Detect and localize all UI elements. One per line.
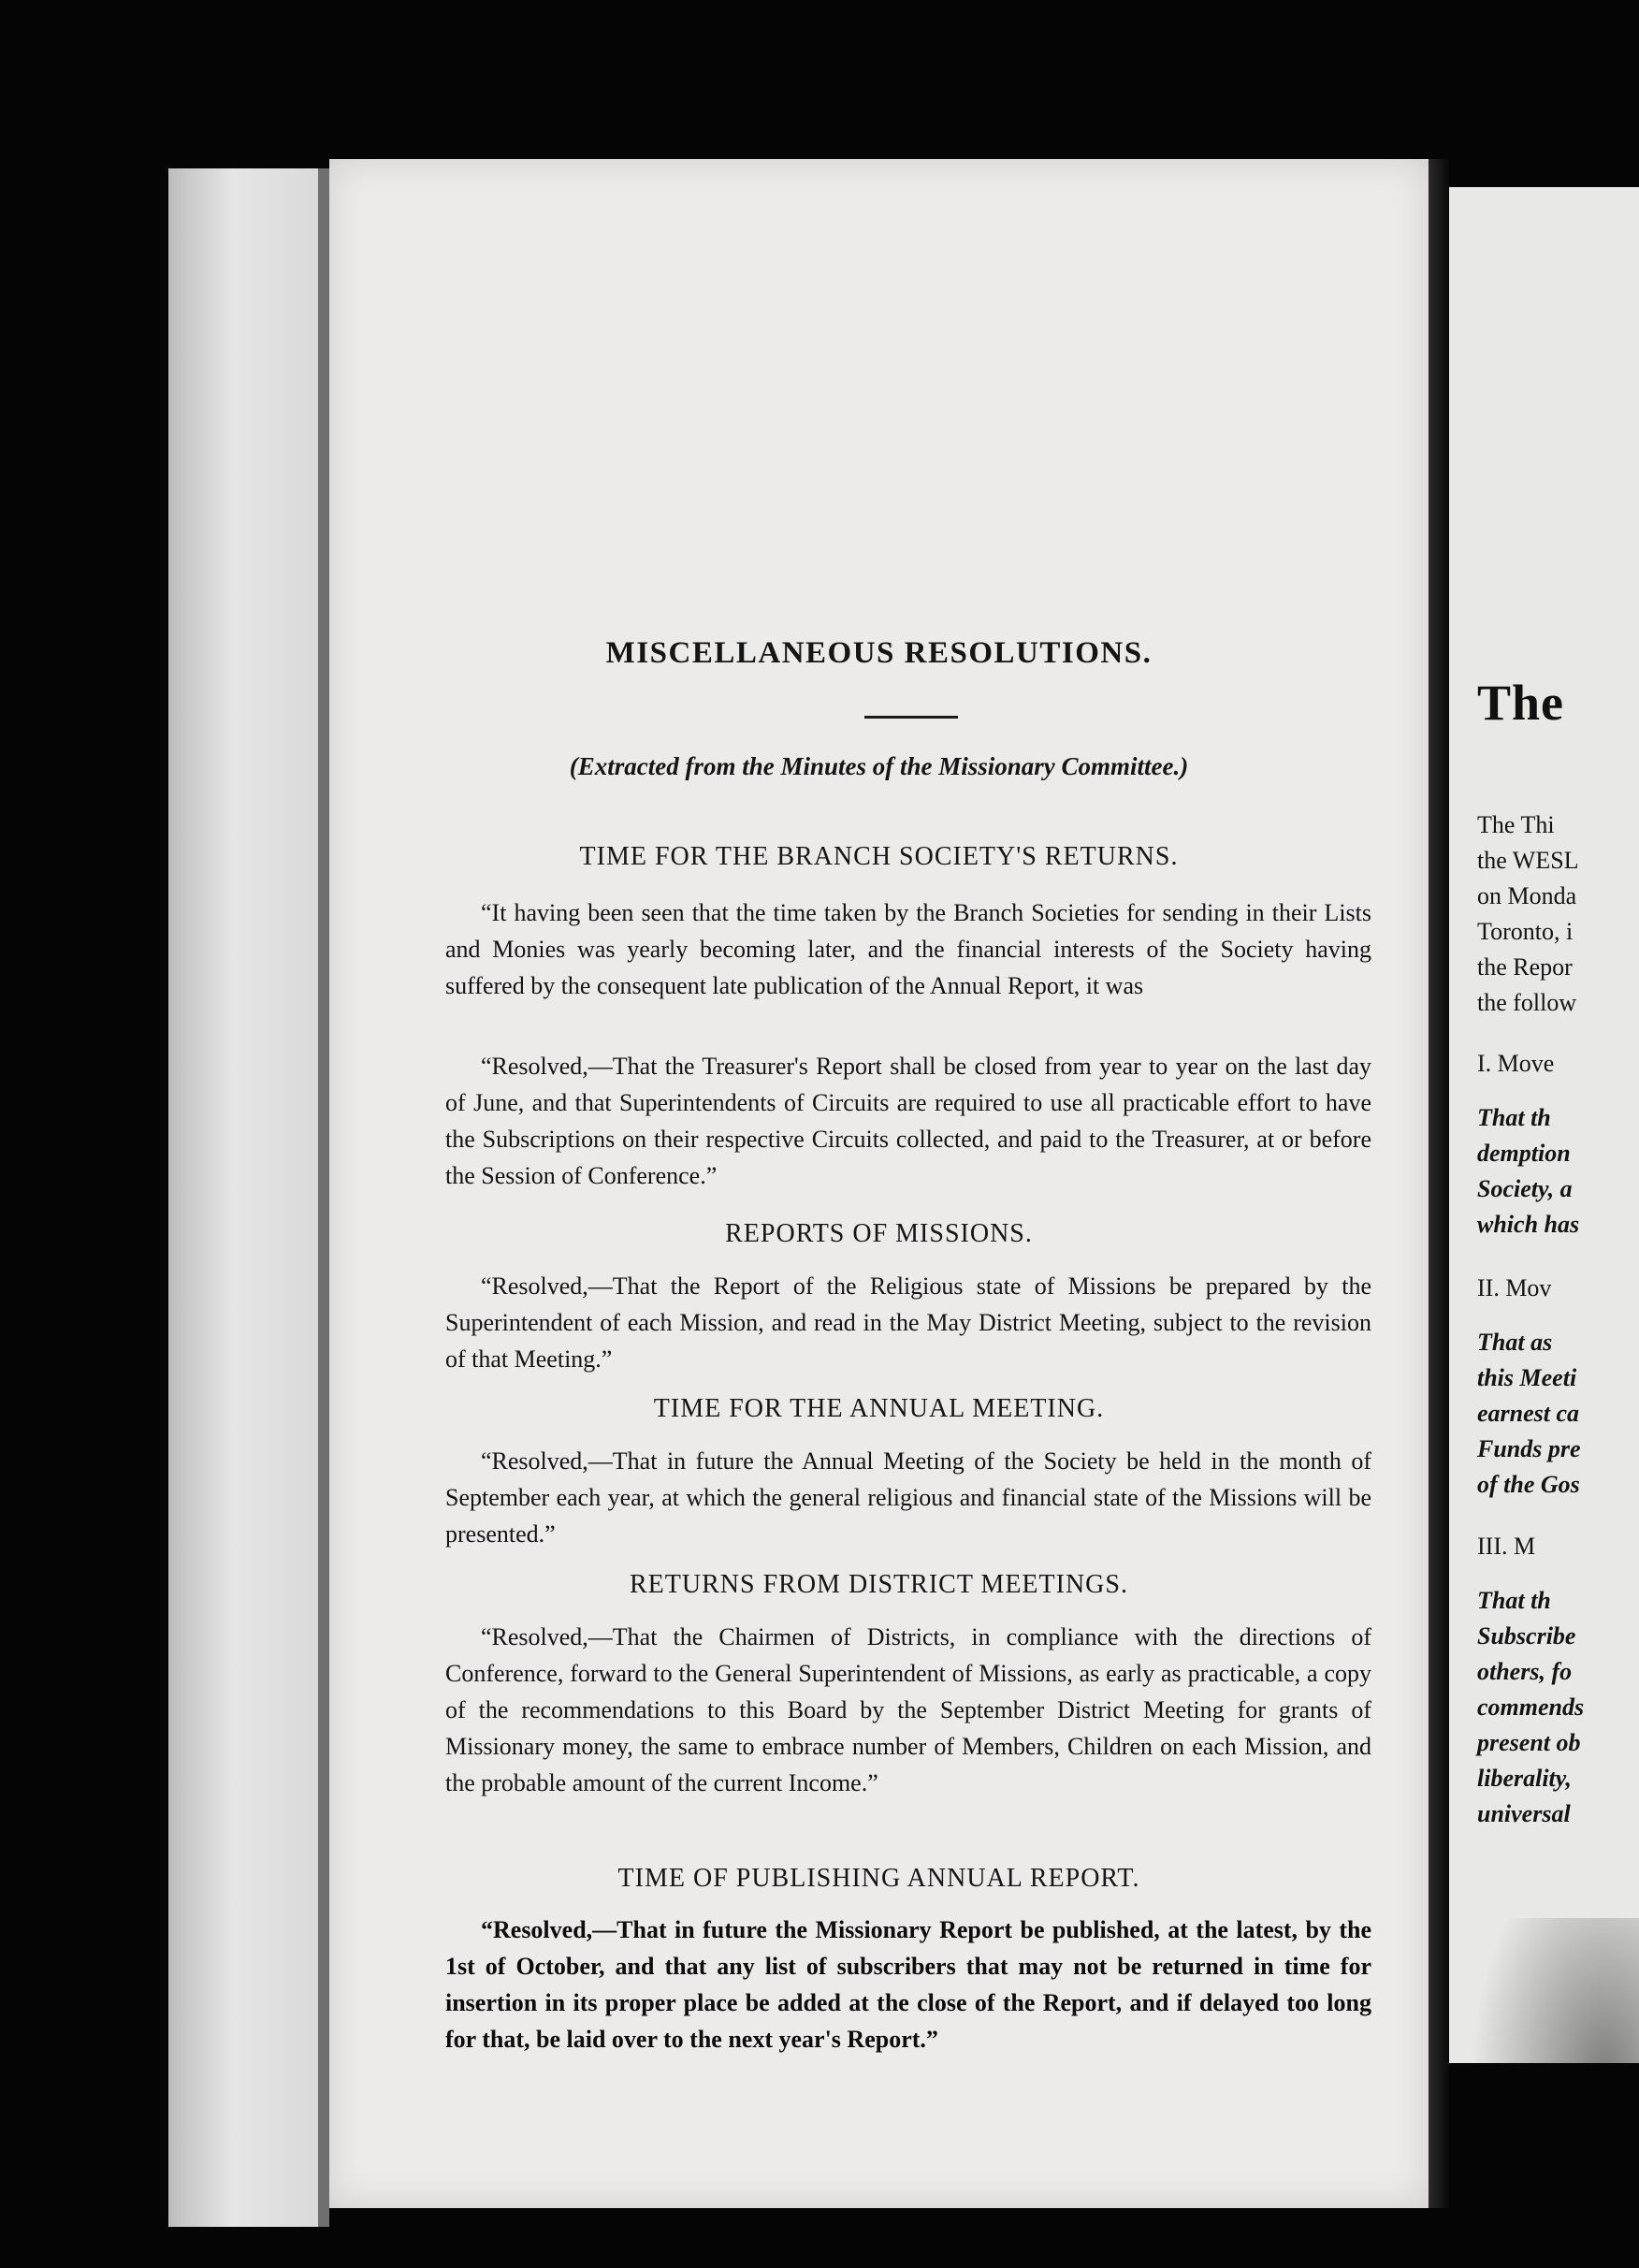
paragraph-publishing-report (445, 1912, 1371, 2057)
book-gutter (1429, 159, 1449, 2208)
paragraph-branch-returns-preamble (445, 894, 1371, 1004)
page-title: MISCELLANEOUS RESOLUTIONS. (605, 636, 1153, 670)
facing-line: the WESL (1477, 847, 1579, 874)
paragraph-text: “Resolved,—That the Report of the Religious state of Missions be prepared by the Superintendent of each Mission, and read in the May District Meeting, subject to the revision of that Meeting.” (445, 1272, 1371, 1373)
paragraph-text: “Resolved,—That in future the Missionary Report be published, at the latest, by the 1st of October, and that any list of subscribers that may not be returned in time for insertion in its proper place be added at the close of the Report, and if delayed too long for that, be laid over to the next year's Report.” (445, 1916, 1371, 2053)
facing-line: this Meeti (1477, 1364, 1577, 1391)
facing-page-title-fragment: The (1477, 675, 1565, 731)
facing-line: earnest ca (1477, 1400, 1580, 1427)
page-subtitle: (Extracted from the Minutes of the Missionary Committee.) (569, 752, 1189, 780)
paragraph-text: “Resolved,—That in future the Annual Meeting of the Society be held in the month of September each year, at which the general religious and financial state of the Missions will be presented.” (445, 1447, 1371, 1548)
paragraph-annual-meeting (445, 1443, 1371, 1552)
facing-line: I. Move (1477, 1050, 1555, 1077)
facing-line: That th (1477, 1587, 1551, 1614)
facing-line: of the Gos (1477, 1471, 1580, 1498)
document-page (329, 159, 1429, 2208)
facing-line: That as (1477, 1329, 1553, 1356)
section-heading-branch-returns: TIME FOR THE BRANCH SOCIETY'S RETURNS. (579, 842, 1179, 871)
page-shadow (1471, 1918, 1639, 2063)
facing-line: Subscribe (1477, 1622, 1576, 1650)
facing-line: That th (1477, 1104, 1551, 1131)
facing-line: II. Mov (1477, 1274, 1552, 1301)
section-heading-reports-of-missions: REPORTS OF MISSIONS. (725, 1219, 1033, 1248)
facing-line: on Monda (1477, 882, 1577, 909)
facing-line: others, fo (1477, 1658, 1573, 1685)
facing-line: Funds pre (1477, 1435, 1581, 1462)
paragraph-text: “Resolved,—That the Treasurer's Report shall be closed from year to year on the last day of June, and that Superintendents of Circuits are required to use all practicable effort to have the Subscriptions on their respective Circuits collected, and paid to the Treasurer, at or before the Session of Conference.” (445, 1053, 1371, 1189)
page-stack-shadow (318, 168, 329, 2227)
book-page-edges (168, 168, 329, 2227)
facing-line: Society, a (1477, 1175, 1573, 1202)
facing-line: universal (1477, 1800, 1571, 1827)
paragraph-district-meetings (445, 1619, 1371, 1801)
facing-line: which has (1477, 1211, 1580, 1238)
paragraph-text: “It having been seen that the time taken by the Branch Societies for sending in their Lists and Monies was yearly becoming later, and the financial interests of the Society having suffered by the consequent late publication of the Annual Report, it was (445, 899, 1371, 999)
facing-line: Toronto, i (1477, 918, 1574, 945)
title-rule (864, 716, 958, 719)
facing-line: III. M (1477, 1533, 1536, 1560)
page-content (329, 159, 1429, 2208)
section-heading-annual-meeting: TIME FOR THE ANNUAL MEETING. (653, 1394, 1105, 1423)
facing-line: the Repor (1477, 953, 1573, 981)
facing-page-fragment (1449, 187, 1639, 2063)
facing-line: The Thi (1477, 811, 1555, 838)
section-heading-district-meetings: RETURNS FROM DISTRICT MEETINGS. (630, 1570, 1128, 1599)
paragraph-reports-of-missions (445, 1268, 1371, 1377)
paragraph-text: “Resolved,—That the Chairmen of Districts, in compliance with the directions of Conference, forward to the General Superintendent of Missions, as early as practicable, a copy of the recommendations to this Board by the September District Meeting for grants of Missionary money, the same to embrace number of Members, Children on each Mission, and the probable amount of the current Income.” (445, 1623, 1371, 1796)
section-heading-publishing-report: TIME OF PUBLISHING ANNUAL REPORT. (617, 1864, 1140, 1893)
facing-line: the follow (1477, 989, 1577, 1016)
facing-line: present ob (1477, 1729, 1581, 1756)
facing-line: commends (1477, 1694, 1585, 1721)
facing-line: demption (1477, 1140, 1571, 1167)
facing-line: liberality, (1477, 1765, 1572, 1792)
paragraph-branch-returns-resolved (445, 1048, 1371, 1194)
